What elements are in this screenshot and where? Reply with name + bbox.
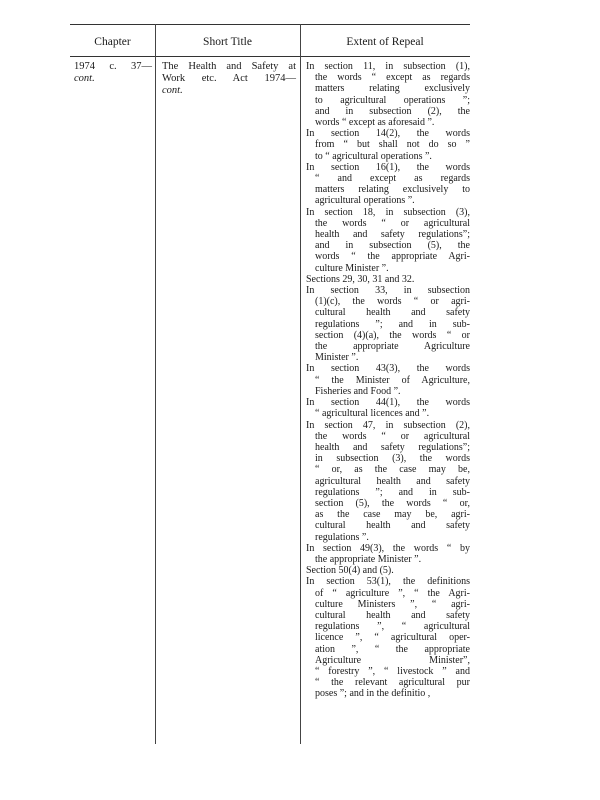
repeal-entry-line: In section 18, in subsection (3),: [306, 206, 470, 218]
repeal-entry-line: and in subsection (2), the: [315, 105, 470, 117]
repeal-entry: [306, 162, 470, 207]
repeal-entry-line: licence ”, “ agricultural oper-: [315, 632, 470, 644]
repeal-entry-line: In section 43(3), the words: [306, 363, 470, 375]
repeal-entry: [306, 207, 470, 274]
repeal-entry-line: of “ agriculture ”, “ the Agri-: [315, 587, 470, 599]
repeal-entry-line: cultural health and safety: [315, 520, 470, 532]
repeal-entry-line: regulations ”.: [315, 531, 369, 543]
repeal-entry-line: regulations ”, “ agricultural: [315, 621, 470, 633]
repeal-entry-line: as the case may be, agri-: [315, 509, 470, 521]
column-divider-1: [155, 24, 156, 744]
repeal-entry: [306, 274, 470, 285]
repeal-entry: [306, 285, 470, 363]
repeal-entry-line: In section 49(3), the words “ by: [306, 542, 470, 554]
repeal-entry-line: matters relating exclusively: [315, 83, 470, 95]
repeal-entry-line: culture Ministers ”, “ agri-: [315, 598, 470, 610]
header-bottom-rule: [70, 56, 470, 57]
repeal-entry-line: In section 47, in subsection (2),: [306, 419, 470, 431]
chapter-continued: cont.: [74, 73, 95, 84]
column-divider-2: [300, 24, 301, 744]
short-title-cell: [162, 61, 296, 97]
repeal-entry-line: the words “ or agricultural: [315, 430, 470, 442]
repeal-entry-line: the words “ or agricultural: [315, 217, 470, 229]
repeal-entry-line: “ forestry ”, “ livestock ” and: [315, 665, 470, 677]
table-top-rule: [70, 24, 470, 25]
repeal-entry-line: In section 16(1), the words: [306, 161, 470, 173]
repeal-entry-line: In section 14(2), the words: [306, 128, 470, 140]
repeal-entry-line: and in subsection (5), the: [315, 240, 470, 252]
repeal-entry-line: the appropriate Agriculture: [315, 341, 470, 353]
repeal-entry-line: Agriculture Minister”,: [315, 654, 470, 666]
repeal-entry-line: ation ”, “ the appropriate: [315, 643, 470, 655]
repeal-entry: [306, 420, 470, 543]
header-extent-of-repeal: Extent of Repeal: [346, 36, 424, 48]
repeal-entry-line: regulations ”; and in sub-: [315, 486, 470, 498]
repeal-entry-line: Minister ”.: [315, 352, 359, 364]
header-chapter: Chapter: [94, 36, 131, 48]
repeal-entry-line: In section 53(1), the definitions: [306, 576, 470, 588]
repeal-entry-line: health and safety regulations”;: [315, 441, 470, 453]
repeal-entry: [306, 565, 470, 576]
repeal-entry-line: Section 50(4) and (5).: [306, 565, 394, 577]
repeal-entry-line: to “ agricultural operations ”.: [315, 150, 432, 162]
repeal-entry-line: the appropriate Minister ”.: [315, 553, 422, 565]
repeal-entry-line: poses ”; and in the definitio ,: [315, 688, 431, 700]
repeal-entry: [306, 397, 470, 419]
repeal-entry-line: in subsection (3), the words: [315, 453, 470, 465]
chapter-reference: 1974 c. 37—: [74, 61, 152, 72]
repeal-entry-line: “ the relevant agricultural pur: [315, 677, 470, 689]
repeal-entry-line: section (5), the words “ or,: [315, 497, 470, 509]
repeal-entry-line: health and safety regulations”;: [315, 229, 470, 241]
repeal-entry: [306, 363, 470, 397]
repeal-entry-line: regulations ”; and in sub-: [315, 318, 470, 330]
repeal-entry-line: agricultural operations ”.: [315, 195, 415, 207]
repeal-entry-line: to agricultural operations ”;: [315, 94, 470, 106]
repeal-entry-line: (1)(c), the words “ or agri-: [315, 296, 470, 308]
repeal-entry-line: “ and except as regards: [315, 173, 470, 185]
repeal-entry-line: cultural health and safety: [315, 307, 470, 319]
short-title-line: The Health and Safety at: [162, 61, 296, 72]
repeal-entry-line: In section 44(1), the words: [306, 397, 470, 409]
short-title-line: Work etc. Act 1974—: [162, 73, 296, 84]
repeal-entry-line: cultural health and safety: [315, 609, 470, 621]
repeal-entry-line: Sections 29, 30, 31 and 32.: [306, 273, 415, 285]
header-short-title: Short Title: [203, 36, 252, 48]
repeal-entry-line: “ agricultural licences and ”.: [315, 408, 430, 420]
repeal-entry-line: culture Minister ”.: [315, 262, 389, 274]
repeal-entry-line: Fisheries and Food ”.: [315, 385, 401, 397]
repeal-entry-line: agricultural health and safety: [315, 475, 470, 487]
repeal-entry-line: matters relating exclusively to: [315, 184, 470, 196]
repeal-entry-line: the words “ except as regards: [315, 72, 470, 84]
repeal-entry-line: “ or, as the case may be,: [315, 464, 470, 476]
repeal-entry: [306, 128, 470, 162]
repeal-entry: [306, 61, 470, 128]
repeal-entry: [306, 576, 470, 699]
repeal-entry-line: In section 11, in subsection (1),: [306, 61, 470, 72]
repeal-entry-line: from “ but shall not do so ”: [315, 139, 470, 151]
repeal-entry-line: words “ except as aforesaid ”.: [315, 117, 435, 129]
repeal-entry-line: In section 33, in subsection: [306, 285, 470, 297]
repeal-entry-line: “ the Minister of Agriculture,: [315, 374, 470, 386]
repeal-entry-line: section (4)(a), the words “ or: [315, 329, 470, 341]
short-title-continued: cont.: [162, 85, 183, 96]
extent-of-repeal-cell: [306, 61, 470, 700]
chapter-cell: [74, 61, 152, 85]
repeal-entry: [306, 543, 470, 565]
repeal-entry-line: words “ the appropriate Agri-: [315, 251, 470, 263]
